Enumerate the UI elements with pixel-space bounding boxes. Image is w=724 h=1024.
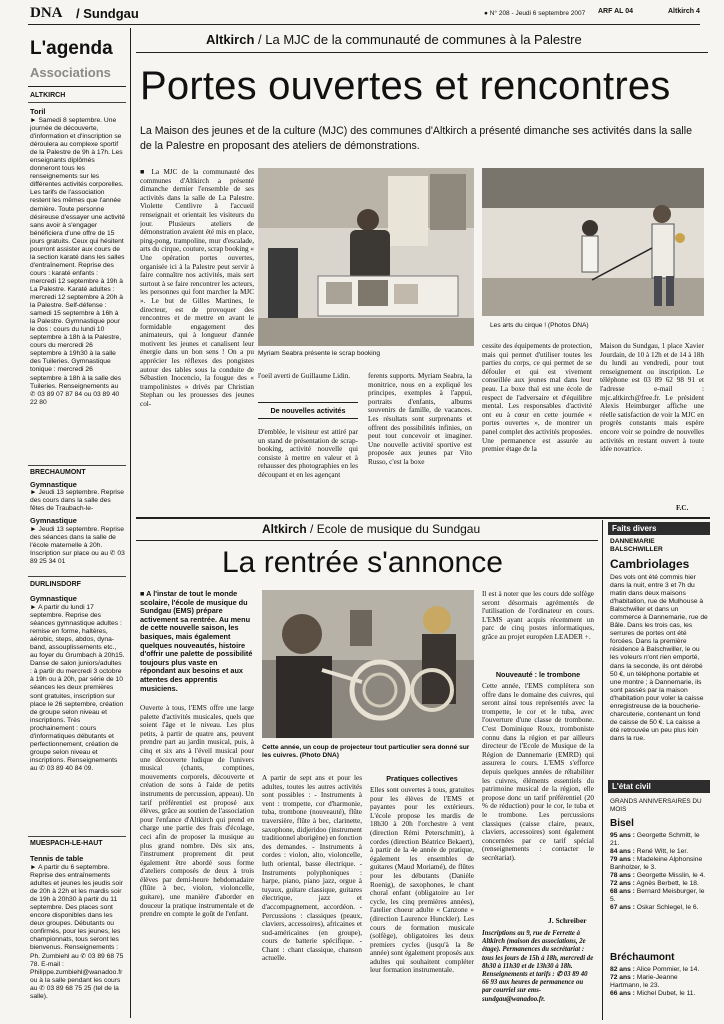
faits-divers-headline: Cambriolages — [610, 557, 690, 571]
tt-text: ► A partir du 6 septembre. Reprise des entraînements adultes et jeunes les jeudis soir de 20h à 22h et les mardis soir de 19h à 20h30 à partir du 11 septembre. Des places sont encore disponibles dans les deux groupes. Débutants ou confirmés, pour les jeunes, les championnats, tous seront les bienvenus. Renseignements : Ph. Zumbiehl au ✆ 03 89 68 75 78. E-mail : Philippe.zumbiehl@wanadoo.fr ou à la salle pendant les cours au ✆ 03 89 68 75 25 (tel de la salle). — [30, 864, 124, 1000]
article2-col4b: Cette année, l'EMS complètera son offre dans le domaine des cuivres, qui seront ainsi tous représentés avec la trompette, le cor et le tuba, avec l'ouverture d'une classe de trombone. C'est Dominique Roux, tromboniste connu dans la région et par ailleurs directeur de l'Ecole de Musique de la Région de Dannemarie (EMRD) qui assurera le cours. L'EMS s'efforce depuis quelques années de réhabiliter les cuivres, éléments essentiels du patrimoine musical de la région, elle propose donc un tarif préférentiel (20 % de réduction) pour le cor, le tuba et le trombone. Les percussions classiques (caisse claire, peaux, claviers, accessoires) sont également concernées par ce tarif spécial (renseignements : contacter le secrétariat). — [482, 682, 594, 862]
gym1b-title: Gymnastique — [30, 516, 77, 525]
etat-civil-sub: GRANDS ANNIVERSAIRES DU MOIS — [610, 798, 702, 813]
article2-signature: J. Schreiber — [548, 916, 587, 925]
bisel-entry: 79 ans : Madeleine Alphonsine Banholzer, le 3. — [610, 856, 703, 872]
brech-title: Bréchaumont — [610, 952, 675, 963]
article1-col5: Maison du Sundgau, 1 place Xavier Jourdain, de 10 à 12h et de 14 à 18h du lundi au vendredi, pour tout renseignement ou inscription. Le téléphone est 03 89 62 98 91 et l'adresse e-mail : mjc.altkirch@free.fr. Le président Alexis Heimburger affiche une réelle satisfaction de voir la MJC en progrès constants mais espère encore voir se poindre de nouvelles activités en restant ouvert à toute idée novatrice. — [600, 342, 704, 454]
photo-scrapbooking — [258, 168, 474, 346]
faits-divers-text: Des vols ont été commis hier dans la nuit, entre 3 et 7h du matin dans deux maisons d'habitation, rue de Mulhouse à Balschwiller et dans un commerce à Dannemarie, rue de Bâle. Dans les trois cas, les serrures de portes ont été forcées. Dans la première résidence à Balschwiller, le ou les voleurs n'ont rien emporté, dans la seconde, ils ont dérobé 50 €, un téléphone portable et une montre ; à Dannemarie, ils sont passés par la maison d'habitation pour voler la caisse enregistreuse de la boucherie-charcuterie, contenant un fond de caisse de 50 €. La caisse a été retrouvée un peu plus loin dans la rue. — [610, 574, 708, 742]
photo3-caption: Cette année, un coup de projecteur tout particulier sera donné sur les cuivres. (Photo DNA) — [262, 744, 470, 759]
brand-logo: DNA — [30, 5, 63, 21]
brech-entry: 82 ans : Alice Pommier, le 14. — [610, 966, 700, 973]
gym2-title: Gymnastique — [30, 594, 77, 603]
brech-entry: 66 ans : Michel Dubet, le 11. — [610, 990, 696, 998]
page-header — [28, 4, 700, 25]
bisel-entry: 78 ans : Georgette Misslin, le 4. — [610, 872, 706, 880]
agenda-subtitle: Associations — [30, 65, 111, 80]
gym2-text: ► A partir du lundi 17 septembre. Reprise des séances gymnastique adultes : remise en forme, haltères, aérobic, steps, abdos, dyna-band, assouplissements etc., au foyer du Grumbach à 20h15. Danse de salon juniors/adultes : à partir du mercredi 3 octobre à 19h ou à 20h, par série de 10 séances les deux premières sont gratuites, inscription sur place le 26 septembre, création de groupe selon niveau et inscriptions. Très prochainement : cours d'informatiques débutants et perfectionnement, création de groupe selon niveau et inscriptions. Renseignements au ✆ 03 89 40 84 09. — [30, 604, 125, 772]
article1-chapo: La Maison des jeunes et de la culture (MJC) des communes d'Altkirch a présenté dimanche ses activités dans la salle de la Palestre en proposant des ateliers de démonstrations. — [140, 125, 692, 152]
faits-divers-place: DANNEMARIE BALSCHWILLER — [610, 538, 663, 553]
bisel-list — [610, 832, 709, 912]
article1-col2b: D'emblée, le visiteur est attiré par un stand de présentation de scrap-booking, activité nouvelle qui consiste à mettre en valeur et à rehausser des photographies en les découpant et en les agençant — [258, 428, 358, 479]
bisel-entry: 67 ans : Oskar Schlegel, le 6. — [610, 904, 699, 912]
kicker2-rest: / Ecole de musique du Sundgau — [310, 522, 481, 536]
photo-cirque-image — [482, 168, 704, 316]
article1-col3: ferents supports. Myriam Seabra, la monitrice, nous en a expliqué les principes, exemples à l'appui, portraits d'enfants, albums souvenirs de famille, de vacances. Les résultats sont surprenants et offrent des possibilités infinies, on peut tout concevoir et imaginer. Une nouvelle activité sportive est proposée aux jeunes par Vito Russo, c'est la boxe — [368, 372, 472, 466]
issue-info: ● N° 208 - Jeudi 6 septembre 2007 — [484, 10, 586, 17]
photo-scrapbooking-image — [258, 168, 474, 346]
article2-sub-nouveaute: Nouveauté : le trombone — [495, 670, 581, 679]
gym1b-text: ► Jeudi 13 septembre. Reprise des séances dans la salle de l'école maternelle à 20h. Inscription sur place ou au ✆ 03 89 25 34 01 — [30, 526, 125, 566]
article1-headline: Portes ouvertes et rencontres — [140, 64, 671, 108]
article1-kicker — [206, 32, 582, 47]
section-name: / Sundgau — [76, 6, 139, 21]
article2-kicker — [262, 522, 480, 536]
photo-cuivres — [262, 590, 474, 738]
tt-title: Tennis de table — [30, 854, 84, 863]
faits-divers — [608, 522, 710, 772]
article2-col1: Ouverte à tous, l'EMS offre une large palette d'activités musicales, quels que soient l'âge et le niveau. Les plus petits, à partir de quatre ans, peuvent prendre part au jardin musical, puis, à cinq et six ans à l'éveil musical pour une découverte ludique de l'univers musical (chants, comptines, mouvements corporels, découverte et création de sons à l'aide de petits instruments de percussion, appeau). Un tarif préférentiel est proposé aux élèves, grâce au soutien de l'association pour l'enfance d'Altkirch qui prend en charge une partie des frais d'écolage, ceci afin de proposer la musique au plus grand nombre. Dès six ans, l'instrument proprement dit peut également être abordé sous forme d'ateliers composés de deux à trois élèves par demi-heure hebdomadaire (flûte à bec, violon, violoncelle, guitare), une manière d'aborder en douceur la pratique instrumentale et de prendre en compte le goût de l'enfant. — [140, 704, 254, 919]
photo-cuivres-image — [262, 590, 474, 738]
article2-headline: La rentrée s'annonce — [222, 546, 503, 579]
brech-list — [610, 966, 709, 998]
source-code: ARF AL 04 — [598, 8, 634, 15]
article2-col4a: Il est à noter que les cours dde solfège seront désormais agrémentés de l'utilisation de l'ordinateur en cours. L'EMS ayant acquis récemment un parc de cinq postes informatiques, grâce au projet européen LEADER +. — [482, 590, 594, 641]
bisel-entry: 72 ans : Agnès Berbett, le 18. — [610, 880, 699, 888]
article-mjc — [136, 28, 710, 518]
bisel-title: Bisel — [610, 818, 634, 829]
kicker1-town: Altkirch — [206, 32, 255, 47]
bisel-entry: 68 ans : Bernard Meisburger, le 5. — [610, 888, 705, 904]
torii-text: ► Samedi 8 septembre. Une journée de découverte, d'information et d'inscription se déroulera au complexe sportif de la Palestre de 9h à 17h. Les enseignants diplômés donneront tous les renseignements sur les différentes activités corporelles. Les tarifs de l'association restent les mêmes que l'année dernière. Toute personne désireuse d'essayer une activité sans avoir à s'engager bénéficiera d'une offre de 15 jours gratuits. Ceux qui hésitent pourront assister aux cours de la section karaté dans les salles d'entraînement. Reprise des cours : karaté enfants : mercredi 12 septembre à 19h à La Palestre. Karaté adultes : mercredi 12 septembre à 20h à la Palestre. Self-défense : samedi 15 septembre à 16h à la Palestre. Gymnastique pour le dos : cours du lundi 10 septembre à 18h à la Palestre, cours du mercredi 26 septembre à 19h30 à la salle des Tuileries. Gymnastique tonique : mercredi 26 septembre à 18h à la salle des Tuileries. Renseignements au ✆ 03 89 07 87 84 ou 03 89 40 22 80 — [30, 117, 125, 406]
article1-sub1: De nouvelles activités — [258, 402, 358, 419]
brech-entry: 72 ans : Marie-Jeanne Hartmann, le 23. — [610, 974, 678, 990]
gym1-text: ► Jeudi 13 septembre. Reprise des cours dans la salle des fêtes de Traubach-le- — [30, 489, 124, 513]
city-muespach: MUESPACH-LE-HAUT — [30, 840, 103, 847]
city-altkirch: ALTKIRCH — [30, 92, 66, 99]
article2-lead: ■ A l'instar de tout le monde scolaire, l'école de musique du Sundgau (EMS) prépare activement sa rentrée. Au menu de cette nouvelle saison, les basiques, mais également quelques nouveautés, histoire d'offrir une palette de possibilité toujours plus vaste en répondant aux besoins et aux attentes des apprentis musiciens. — [140, 590, 253, 693]
article1-col1: ■ La MJC de la communauté des communes d'Altkirch a présenté dimanche dernier l'ensemble de ses activités dans la salle de La Palestre. Violette Centlivre à l'accueil renseignait et orientait les visiteurs du jour. Plusieurs ateliers de démonstration avaient été mis en place, ping-pong, trampoline, mur d'escalade, arts du cirque, couture, scrap booking « Une opération portes ouvertes, organisée ici à la Palestre peut servir à faire connaître nos activités, mais sert surtout à se faire rencontrer les acteurs, les personnes qui font marcher la MJC ». Le but de Gilles Martines, le directeur, est de provoquer des rencontres et de mettre en avant le formidable engagement des animateurs, qui à longueur d'année motivent les jeunes et canalisent leur énergie dans un bon sens ! On a pu apprécier les réflexes des pongistes autour des tables sous la conduite de Sébastien Inocencio, la fougue des « trampolinistes » drivés par Christian Stephan ou les prouesses des jeunes col- — [140, 168, 254, 409]
agenda-title: L'agenda — [30, 38, 113, 59]
article2-col2: A partir de sept ans et pour les adultes, toutes les autres activités sont possibles : - Instruments à vent : trompette, cor d'harmonie, tuba, trombone (nouveauté), flûte traversière, flûte à bec, clarinette, saxophone, didjeridoo (instrument traditionnel aborigène) en fonction des demandes. - Instruments à cordes : violon, alto, violoncelle, luth oriental, basse électrique. - Instruments polyphoniques : harpe, piano, piano jazz, orgue à tuyaux, guitare classique, guitares électrique, jazz et d'accompagnement, accordéon. - Percussions : classiques (peaux, claviers, accessoires), africaines et sud-américaines (en groupe), cours de batterie spécifique. - Chant : chant classique, chanson actuelle. — [262, 774, 362, 963]
article1-signature: F.C. — [676, 504, 689, 512]
photo-cirque — [482, 168, 704, 316]
kicker1-rest: / La MJC de la communauté de communes à la Palestre — [258, 32, 582, 47]
article2-sub-pratiques: Pratiques collectives — [386, 774, 458, 783]
article-ems — [136, 520, 598, 1020]
city-durlinsdorf: DURLINSDORF — [30, 581, 81, 588]
article1-col2a: l'oeil averti de Guillaume Lidin. — [258, 372, 351, 380]
etat-civil — [608, 780, 710, 1020]
city-brechaumont: BRECHAUMONT — [30, 469, 86, 476]
bisel-entry: 84 ans : René Witt, le 1er. — [610, 848, 689, 856]
bisel-entry: 95 ans : Georgette Schmitt, le 21. — [610, 832, 700, 848]
etat-civil-banner: L'état civil — [608, 780, 710, 793]
article1-col4: cessite des équipements de protection, mais qui permet d'utiliser toutes les parties du corps, ce qui permet de se défouler et qui est vivement conseillée aux jeunes mal dans leur peau. La boxe thaï est une école de respect de l'adversaire et d'équilibre mental. Les responsables d'activité ont eu à cœur en cette journée « portes ouvertes », de montrer un panel complet des activités proposées. Une permanence est assurée au premier étage de la — [482, 342, 592, 454]
photo1-caption: Myriam Seabra présente le scrap booking — [258, 350, 381, 357]
torii-title: Toril — [30, 107, 46, 116]
article2-col3: Elles sont ouvertes à tous, gratuites pour les élèves de l'EMS et payantes pour les extérieurs. L'école propose les mardis de 18h30 à 20h l'orchestre à vent (direction Rémi Peterschmitt), à cordes (direction Béatrice Bekaert), à partir de la 4e année de pratique, également les ensembles de guitares (Maud Moriamé), de flûtes pour les débutants (Danièle Roenig), de saxophones, le chant choral enfant (obligatoire au 1er cycle, les cinq premières années), l'atelier choeur adulte « Canzone » (direction Laurence Hunckler). Les cours de formation musicale (solfège), obligatoires les deux premiers cycles (jusqu'à la 8e année) sont également proposés aux adultes qui souhaitent compléter leur formation instrumentale. — [370, 786, 474, 975]
gym1-title: Gymnastique — [30, 480, 77, 489]
page-place: Altkirch 4 — [668, 8, 700, 15]
kicker2-town: Altkirch — [262, 522, 307, 536]
article2-inscriptions: Inscriptions au 9, rue de Ferrette à Altkirch (maison des associations, 2e étage). Permanences du secrétariat : tous les jours de 15h à 18h, mercredi de 8h30 à 11h30 et de 13h30 à 18h. Renseignements et tarifs : ✆ 03 89 40 66 93 aux heures de permanence ou par courriel sur ems-sundgau@wanadoo.fr. — [482, 930, 594, 1003]
agenda-column — [28, 28, 126, 1024]
faits-divers-banner: Faits divers — [608, 522, 710, 535]
photo2-caption: Les arts du cirque ! (Photos DNA) — [490, 322, 589, 329]
